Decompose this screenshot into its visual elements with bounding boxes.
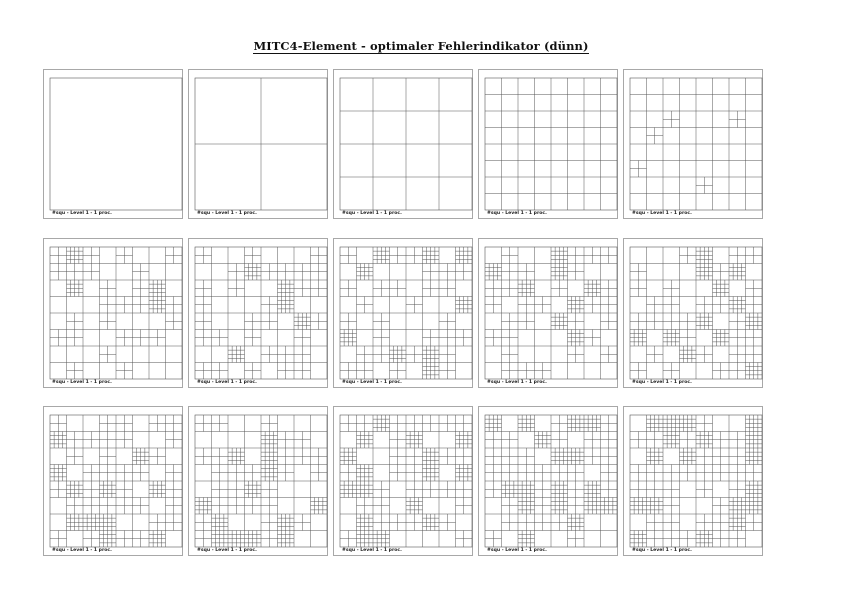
panel-footer: #squ - Level 1 - 1 proc. <box>52 380 112 385</box>
mesh-drawing <box>339 414 473 548</box>
panel-footer: #squ - Level 1 - 1 proc. <box>197 211 257 216</box>
mesh-drawing <box>629 77 763 211</box>
panel-footer: #squ - Level 1 - 1 proc. <box>632 380 692 385</box>
mesh-drawing <box>194 77 328 211</box>
mesh-drawing <box>484 414 618 548</box>
mesh-panel <box>623 406 763 556</box>
mesh-drawing <box>339 246 473 380</box>
mesh-drawing <box>339 77 473 211</box>
page-title <box>0 39 842 53</box>
panel-footer: #squ - Level 1 - 1 proc. <box>487 548 547 553</box>
mesh-panel <box>333 69 473 219</box>
panel-footer: #squ - Level 1 - 1 proc. <box>52 211 112 216</box>
mesh-panel <box>43 406 183 556</box>
mesh-drawing <box>629 414 763 548</box>
mesh-panel <box>43 238 183 388</box>
mesh-panel <box>623 238 763 388</box>
panel-footer: #squ - Level 1 - 1 proc. <box>487 211 547 216</box>
panel-footer: #squ - Level 1 - 1 proc. <box>342 548 402 553</box>
panel-footer: #squ - Level 1 - 1 proc. <box>52 548 112 553</box>
mesh-border <box>50 78 182 210</box>
panel-footer: #squ - Level 1 - 1 proc. <box>342 211 402 216</box>
panel-footer: #squ - Level 1 - 1 proc. <box>487 380 547 385</box>
mesh-drawing <box>194 414 328 548</box>
mesh-drawing <box>484 77 618 211</box>
mesh-drawing <box>49 246 183 380</box>
mesh-panel <box>478 69 618 219</box>
panel-footer: #squ - Level 1 - 1 proc. <box>197 548 257 553</box>
mesh-panel <box>188 406 328 556</box>
mesh-panel <box>478 406 618 556</box>
mesh-panel <box>188 238 328 388</box>
mesh-drawing <box>629 246 763 380</box>
mesh-drawing <box>49 77 183 211</box>
panel-footer: #squ - Level 1 - 1 proc. <box>632 548 692 553</box>
panel-footer: #squ - Level 1 - 1 proc. <box>197 380 257 385</box>
mesh-panel <box>333 238 473 388</box>
mesh-drawing <box>49 414 183 548</box>
mesh-drawing <box>484 246 618 380</box>
mesh-panel <box>188 69 328 219</box>
mesh-panel <box>478 238 618 388</box>
title-text: MITC4-Element - optimaler Fehlerindikator (dünn) <box>253 39 589 53</box>
mesh-panel <box>43 69 183 219</box>
panel-footer: #squ - Level 1 - 1 proc. <box>632 211 692 216</box>
mesh-drawing <box>194 246 328 380</box>
panel-footer: #squ - Level 1 - 1 proc. <box>342 380 402 385</box>
mesh-panel <box>623 69 763 219</box>
mesh-panel <box>333 406 473 556</box>
